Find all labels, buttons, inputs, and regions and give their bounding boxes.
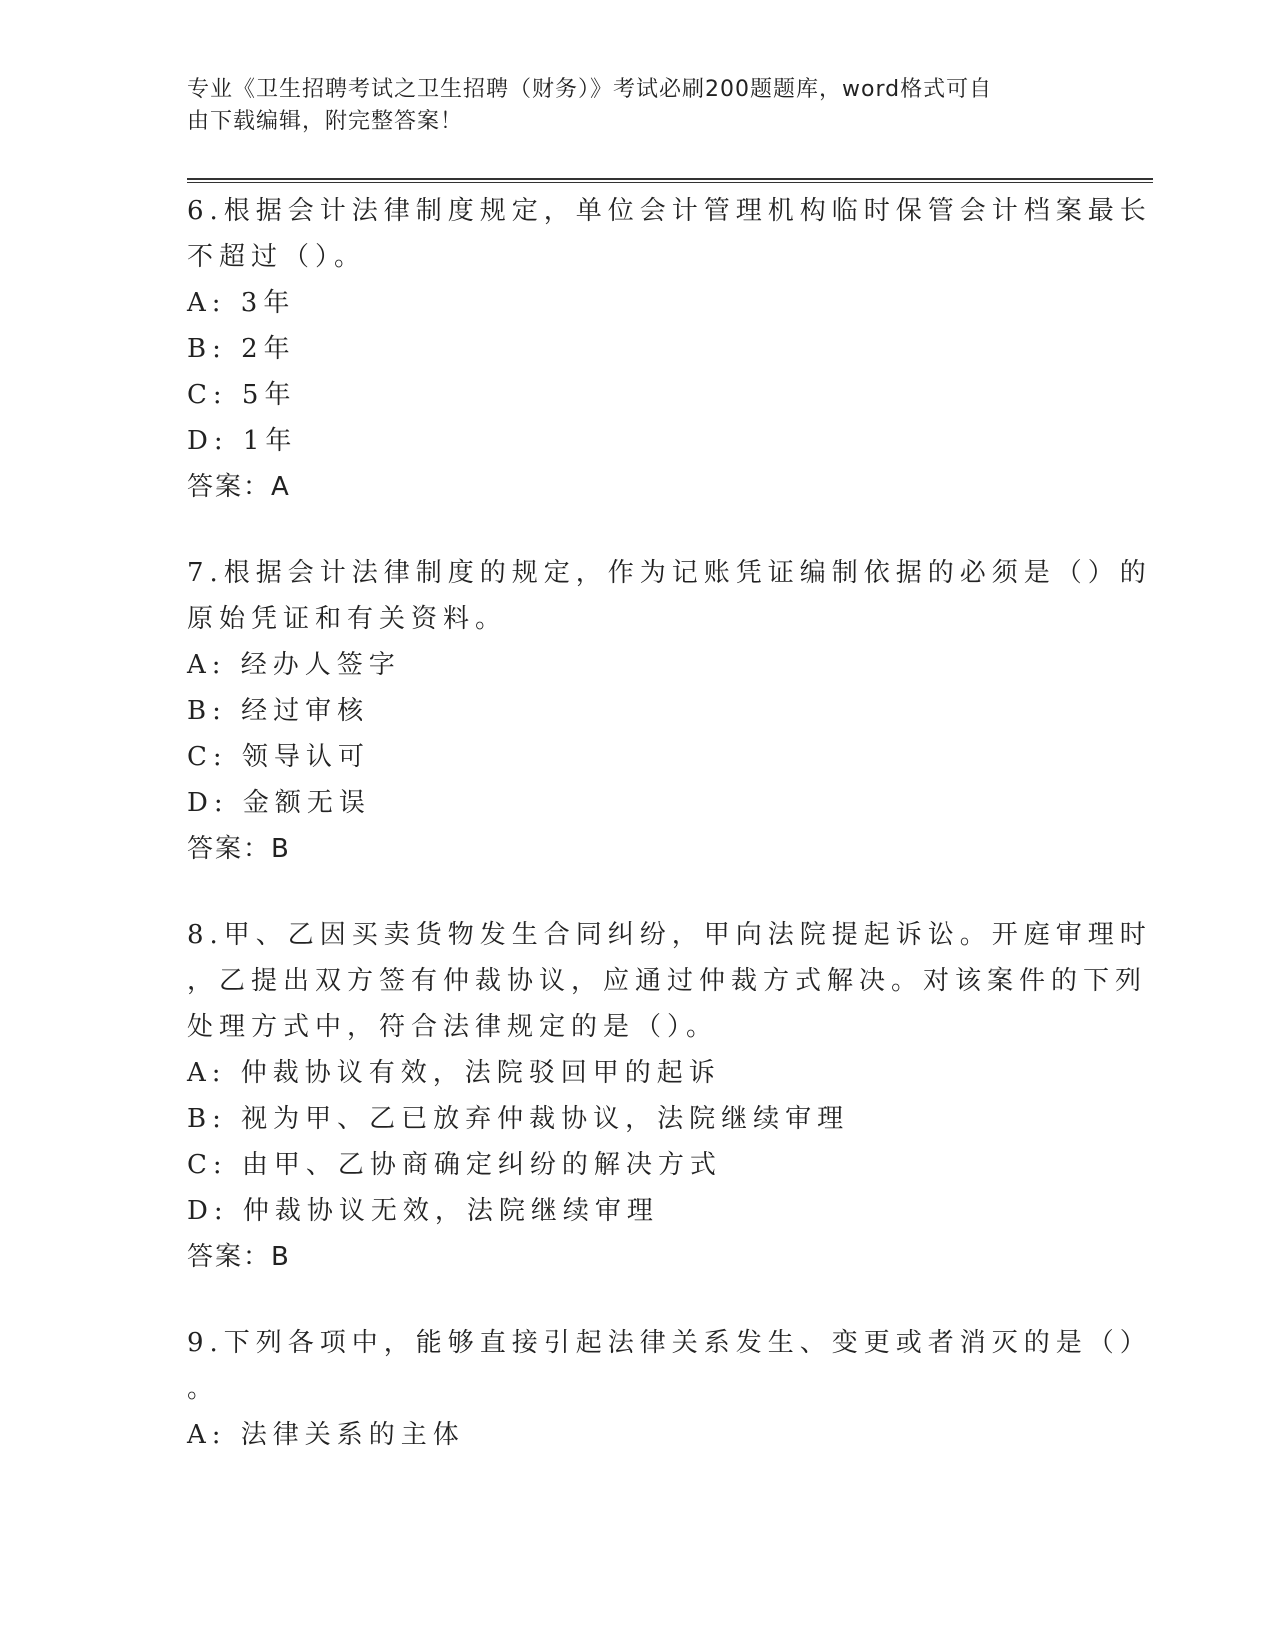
option-c: C: 5年 [187,380,297,410]
question-text: 7.根据会计法律制度的规定，作为记账凭证编制依据的必须是（）的 [187,558,1152,588]
option-d: D: 1年 [187,426,298,456]
option-a: A: 经办人签字 [187,650,401,680]
question-text: 8.甲、乙因买卖货物发生合同纠纷，甲向法院提起诉讼。开庭审理时 [187,920,1152,950]
question-list [187,188,1152,1498]
option-d: D: 仲裁协议无效，法院继续审理 [187,1196,659,1226]
question-text: 。 [187,1374,220,1404]
option-b: B: 视为甲、乙已放弃仲裁协议，法院继续审理 [187,1104,850,1134]
question-text: 不超过（）。 [187,242,367,272]
option-a: A: 3年 [187,288,296,318]
document-header [187,74,1067,138]
option-b: B: 经过审核 [187,696,370,726]
question-8 [187,912,1152,1280]
option-a: A: 仲裁协议有效，法院驳回甲的起诉 [187,1058,721,1088]
option-b: B: 2年 [187,334,296,364]
question-text: 9.下列各项中，能够直接引起法律关系发生、变更或者消灭的是（） [187,1328,1152,1358]
header-line: 由下载编辑，附完整答案！ [187,109,464,134]
question-9 [187,1320,1152,1458]
answer: 答案：B [187,1242,291,1272]
question-text: 6.根据会计法律制度规定，单位会计管理机构临时保管会计档案最长 [187,196,1152,226]
question-6 [187,188,1152,510]
answer: 答案：A [187,472,291,502]
header-divider [187,178,1153,183]
question-text: ，乙提出双方签有仲裁协议，应通过仲裁方式解决。对该案件的下列 [187,966,1148,996]
option-d: D: 金额无误 [187,788,371,818]
option-c: C: 领导认可 [187,742,370,772]
question-text: 处理方式中，符合法律规定的是（）。 [187,1012,719,1042]
option-a: A: 法律关系的主体 [187,1420,465,1450]
header-line: 专业《卫生招聘考试之卫生招聘（财务）》考试必刷200题题库，word格式可自 [187,77,993,102]
question-7 [187,550,1152,872]
answer: 答案：B [187,834,291,864]
option-c: C: 由甲、乙协商确定纠纷的解决方式 [187,1150,722,1180]
question-text: 原始凭证和有关资料。 [187,604,508,634]
